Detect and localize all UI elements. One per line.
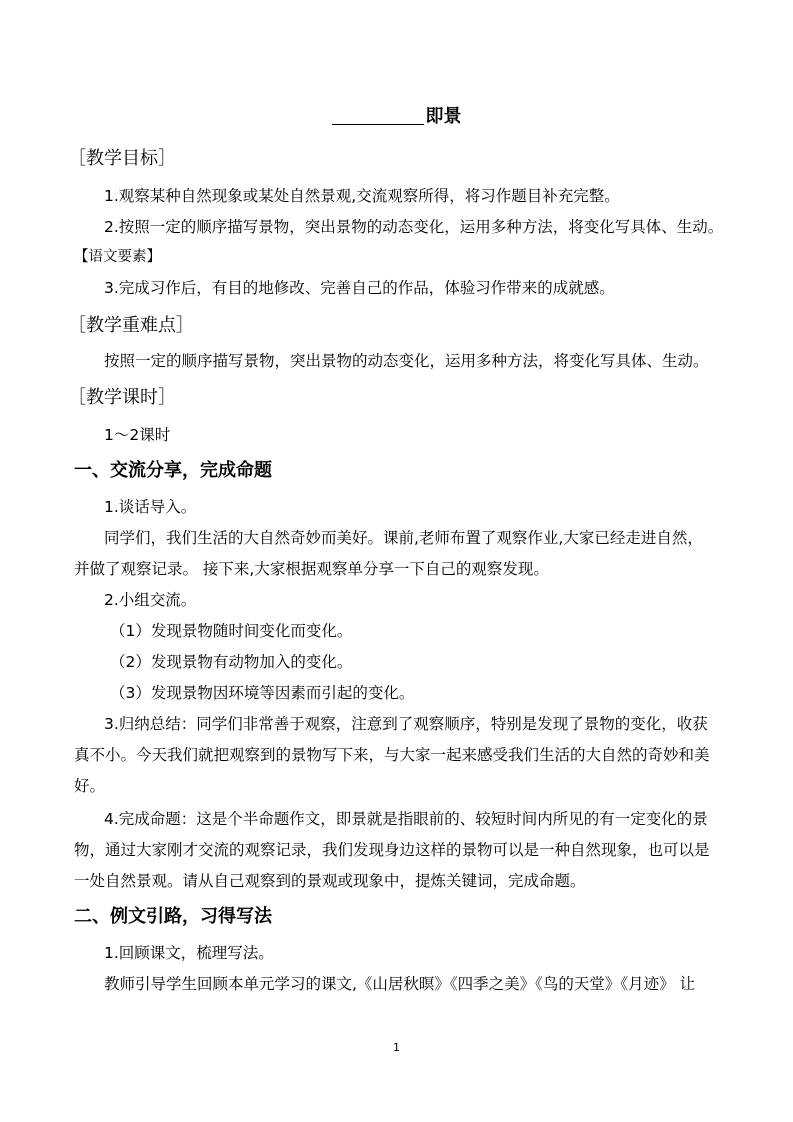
part-1-step-3-line-1: 3.归纳总结：同学们非常善于观察，注意到了观察顺序，特别是发现了景物的变化，收获: [104, 715, 708, 733]
part-1-step-1: 1.谈话导入。: [104, 498, 197, 516]
title-blank-line: [332, 104, 424, 125]
part-1-item-2: （2）发现景物有动物加入的变化。: [110, 653, 353, 671]
part-2-paragraph-line-1: 教师引导学生回顾本单元学习的课文,《山居秋暝》《四季之美》《鸟的天堂》《月迹》 让: [104, 975, 696, 993]
language-element-label: 【语文要素】: [74, 249, 161, 265]
title-text: 即景: [425, 106, 462, 127]
heading-teaching-hours: ［教学课时］: [68, 387, 176, 408]
key-points-text: 按照一定的顺序描写景物，突出景物的动态变化，运用多种方法，将变化写具体、生动。: [104, 352, 709, 370]
goal-1: 1.观察某种自然现象或某处自然景观,交流观察所得，将习作题目补充完整。: [104, 187, 620, 205]
goal-2: 2.按照一定的顺序描写景物，突出景物的动态变化，运用多种方法，将变化写具体、生动。: [104, 218, 724, 236]
part-1-step-4-line-2: 物，通过大家刚才交流的观察记录，我们发现身边这样的景物可以是一种自然现象，也可以是: [74, 841, 710, 859]
part-1-paragraph-line-2: 并做了观察记录。 接下来,大家根据观察单分享一下自己的观察发现。: [74, 560, 549, 578]
part-1-step-4-line-3: 一处自然景观。请从自己观察到的景观或现象中，提炼关键词，完成命题。: [74, 872, 586, 890]
part-1-item-1: （1）发现景物随时间变化而变化。: [110, 622, 353, 640]
goal-3: 3.完成习作后，有目的地修改、完善自己的作品，体验习作带来的成就感。: [104, 279, 615, 297]
part-1-step-3-line-3: 好。: [74, 777, 106, 795]
part-1-paragraph-line-1: 同学们，我们生活的大自然奇妙而美好。课前,老师布置了观察作业,大家已经走进自然，: [104, 529, 703, 547]
part-1-step-2: 2.小组交流。: [104, 591, 197, 609]
heading-part-2: 二、例文引路，习得写法: [74, 906, 272, 927]
document-title: [0, 104, 793, 130]
page-number: 1: [393, 1041, 400, 1054]
part-2-step-1: 1.回顾课文，梳理写法。: [104, 944, 274, 962]
heading-key-points: ［教学重难点］: [68, 315, 194, 336]
heading-part-1: 一、交流分享，完成命题: [74, 460, 272, 481]
part-1-step-3-line-2: 真不小。今天我们就把观察到的景物写下来，与大家一起来感受我们生活的大自然的奇妙和美: [74, 746, 710, 764]
part-1-step-4-line-1: 4.完成命题：这是个半命题作文，即景就是指眼前的、较短时间内所见的有一定变化的景: [104, 810, 708, 828]
heading-teaching-goals: ［教学目标］: [68, 148, 176, 169]
teaching-hours-text: 1～2课时: [104, 426, 171, 444]
part-1-item-3: （3）发现景物因环境等因素而引起的变化。: [110, 684, 415, 702]
